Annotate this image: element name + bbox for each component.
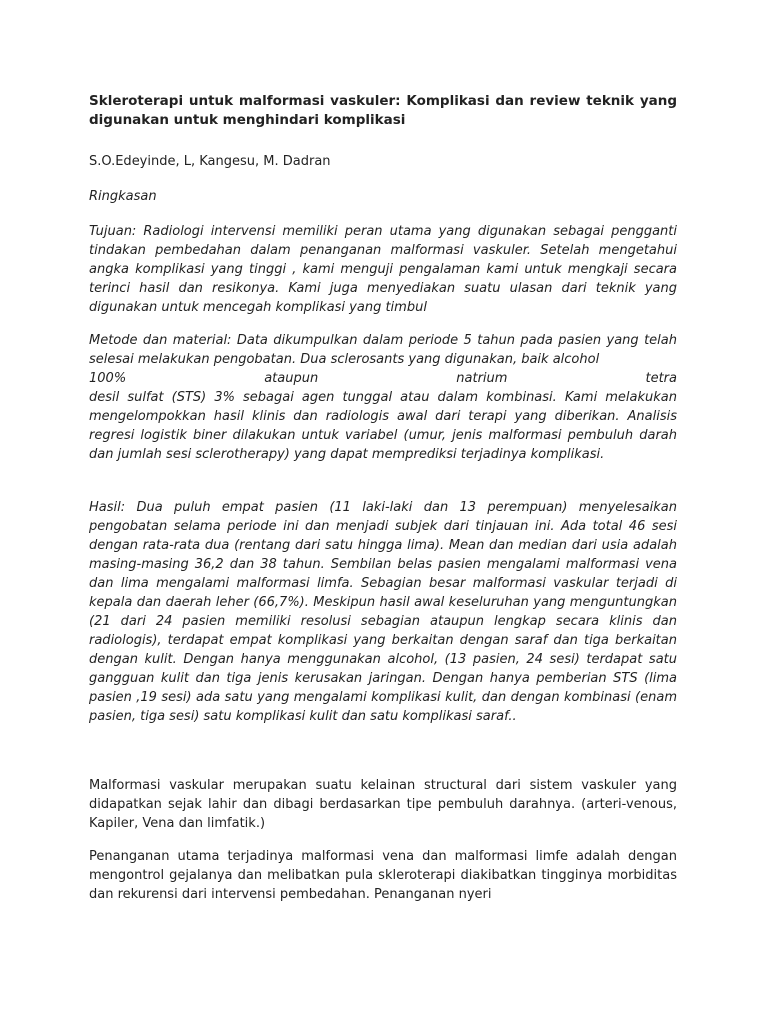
document-title: Skleroterapi untuk malformasi vaskuler: Komplikasi dan review teknik yang digunakan untuk menghindari komplikasi: [89, 93, 677, 128]
spread-word: 100%: [89, 371, 127, 386]
body-paragraph-1: Malformasi vaskular merupakan suatu kelainan structural dari sistem vaskuler yang didapatkan sejak lahir dan dibagi berdasarkan tipe pembuluh darahnya. (arteri-venous, Kapiler, Vena dan limfatik.): [89, 778, 677, 831]
metode-spread-line: [89, 369, 677, 388]
spread-word: natrium: [456, 371, 508, 386]
abstract-hasil: Hasil: Dua puluh empat pasien (11 laki-laki dan 13 perempuan) menyelesaikan pengobatan selama periode ini dan menjadi subjek dari tinjauan ini. Ada total 46 sesi dengan rata-rata dua (rentang dari satu hingga lima). Mean dan median dari usia adalah masing-masing 36,2 dan 38 tahun. Sembilan belas pasien mengalami malformasi vena dan lima mengalami malformasi limfa. Sebagian besar malformasi vaskular terjadi di kepala dan daerah leher (66,7%). Meskipun hasil awal keseluruhan yang menguntungkan (21 dari 24 pasien memiliki resolusi sebagian ataupun lengkap secara klinis dan radiologis), terdapat empat komplikasi yang berkaitan dengan saraf dan tiga berkaitan dengan kulit. Dengan hanya menggunakan alcohol, (13 pasien, 24 sesi) terdapat satu gangguan kulit dan tiga jenis kerusakan jaringan. Dengan hanya pemberian STS (lima pasien ,19 sesi) ada satu yang mengalami komplikasi kulit, dan dengan kombinasi (enam pasien, tiga sesi) satu komplikasi kulit dan satu komplikasi saraf..: [89, 500, 677, 724]
spread-word: tetra: [645, 371, 677, 386]
section-heading: Ringkasan: [89, 189, 157, 204]
abstract-metode: [89, 331, 677, 464]
metode-part1: Metode dan material: Data dikumpulkan dalam periode 5 tahun pada pasien yang telah selesai melakukan pengobatan. Dua sclerosants yang digunakan, baik alcohol: [89, 333, 677, 367]
spread-word: ataupun: [264, 371, 319, 386]
body-paragraph-2: Penanganan utama terjadinya malformasi vena dan malformasi limfe adalah dengan mengontrol gejalanya dan melibatkan pula skleroterapi diakibatkan tingginya morbiditas dan rekurensi dari intervensi pembedahan. Penanganan nyeri: [89, 849, 677, 902]
abstract-tujuan: Tujuan: Radiologi intervensi memiliki peran utama yang digunakan sebagai pengganti tindakan pembedahan dalam penanganan malformasi vaskuler. Setelah mengetahui angka komplikasi yang tinggi , kami menguji pengalaman kami untuk mengkaji secara terinci hasil dan resikonya. Kami juga menyediakan suatu ulasan dari teknik yang digunakan untuk mencegah komplikasi yang timbul: [89, 224, 677, 315]
metode-part2: desil sulfat (STS) 3% sebagai agen tunggal atau dalam kombinasi. Kami melakukan mengelompokkan hasil klinis dan radiologis awal dari terapi yang diberikan. Analisis regresi logistik biner dilakukan untuk variabel (umur, jenis malformasi pembuluh darah dan jumlah sesi sclerotherapy) yang dapat memprediksi terjadinya komplikasi.: [89, 390, 677, 462]
authors-line: S.O.Edeyinde, L, Kangesu, M. Dadran: [89, 154, 331, 169]
document-page: [89, 92, 677, 918]
